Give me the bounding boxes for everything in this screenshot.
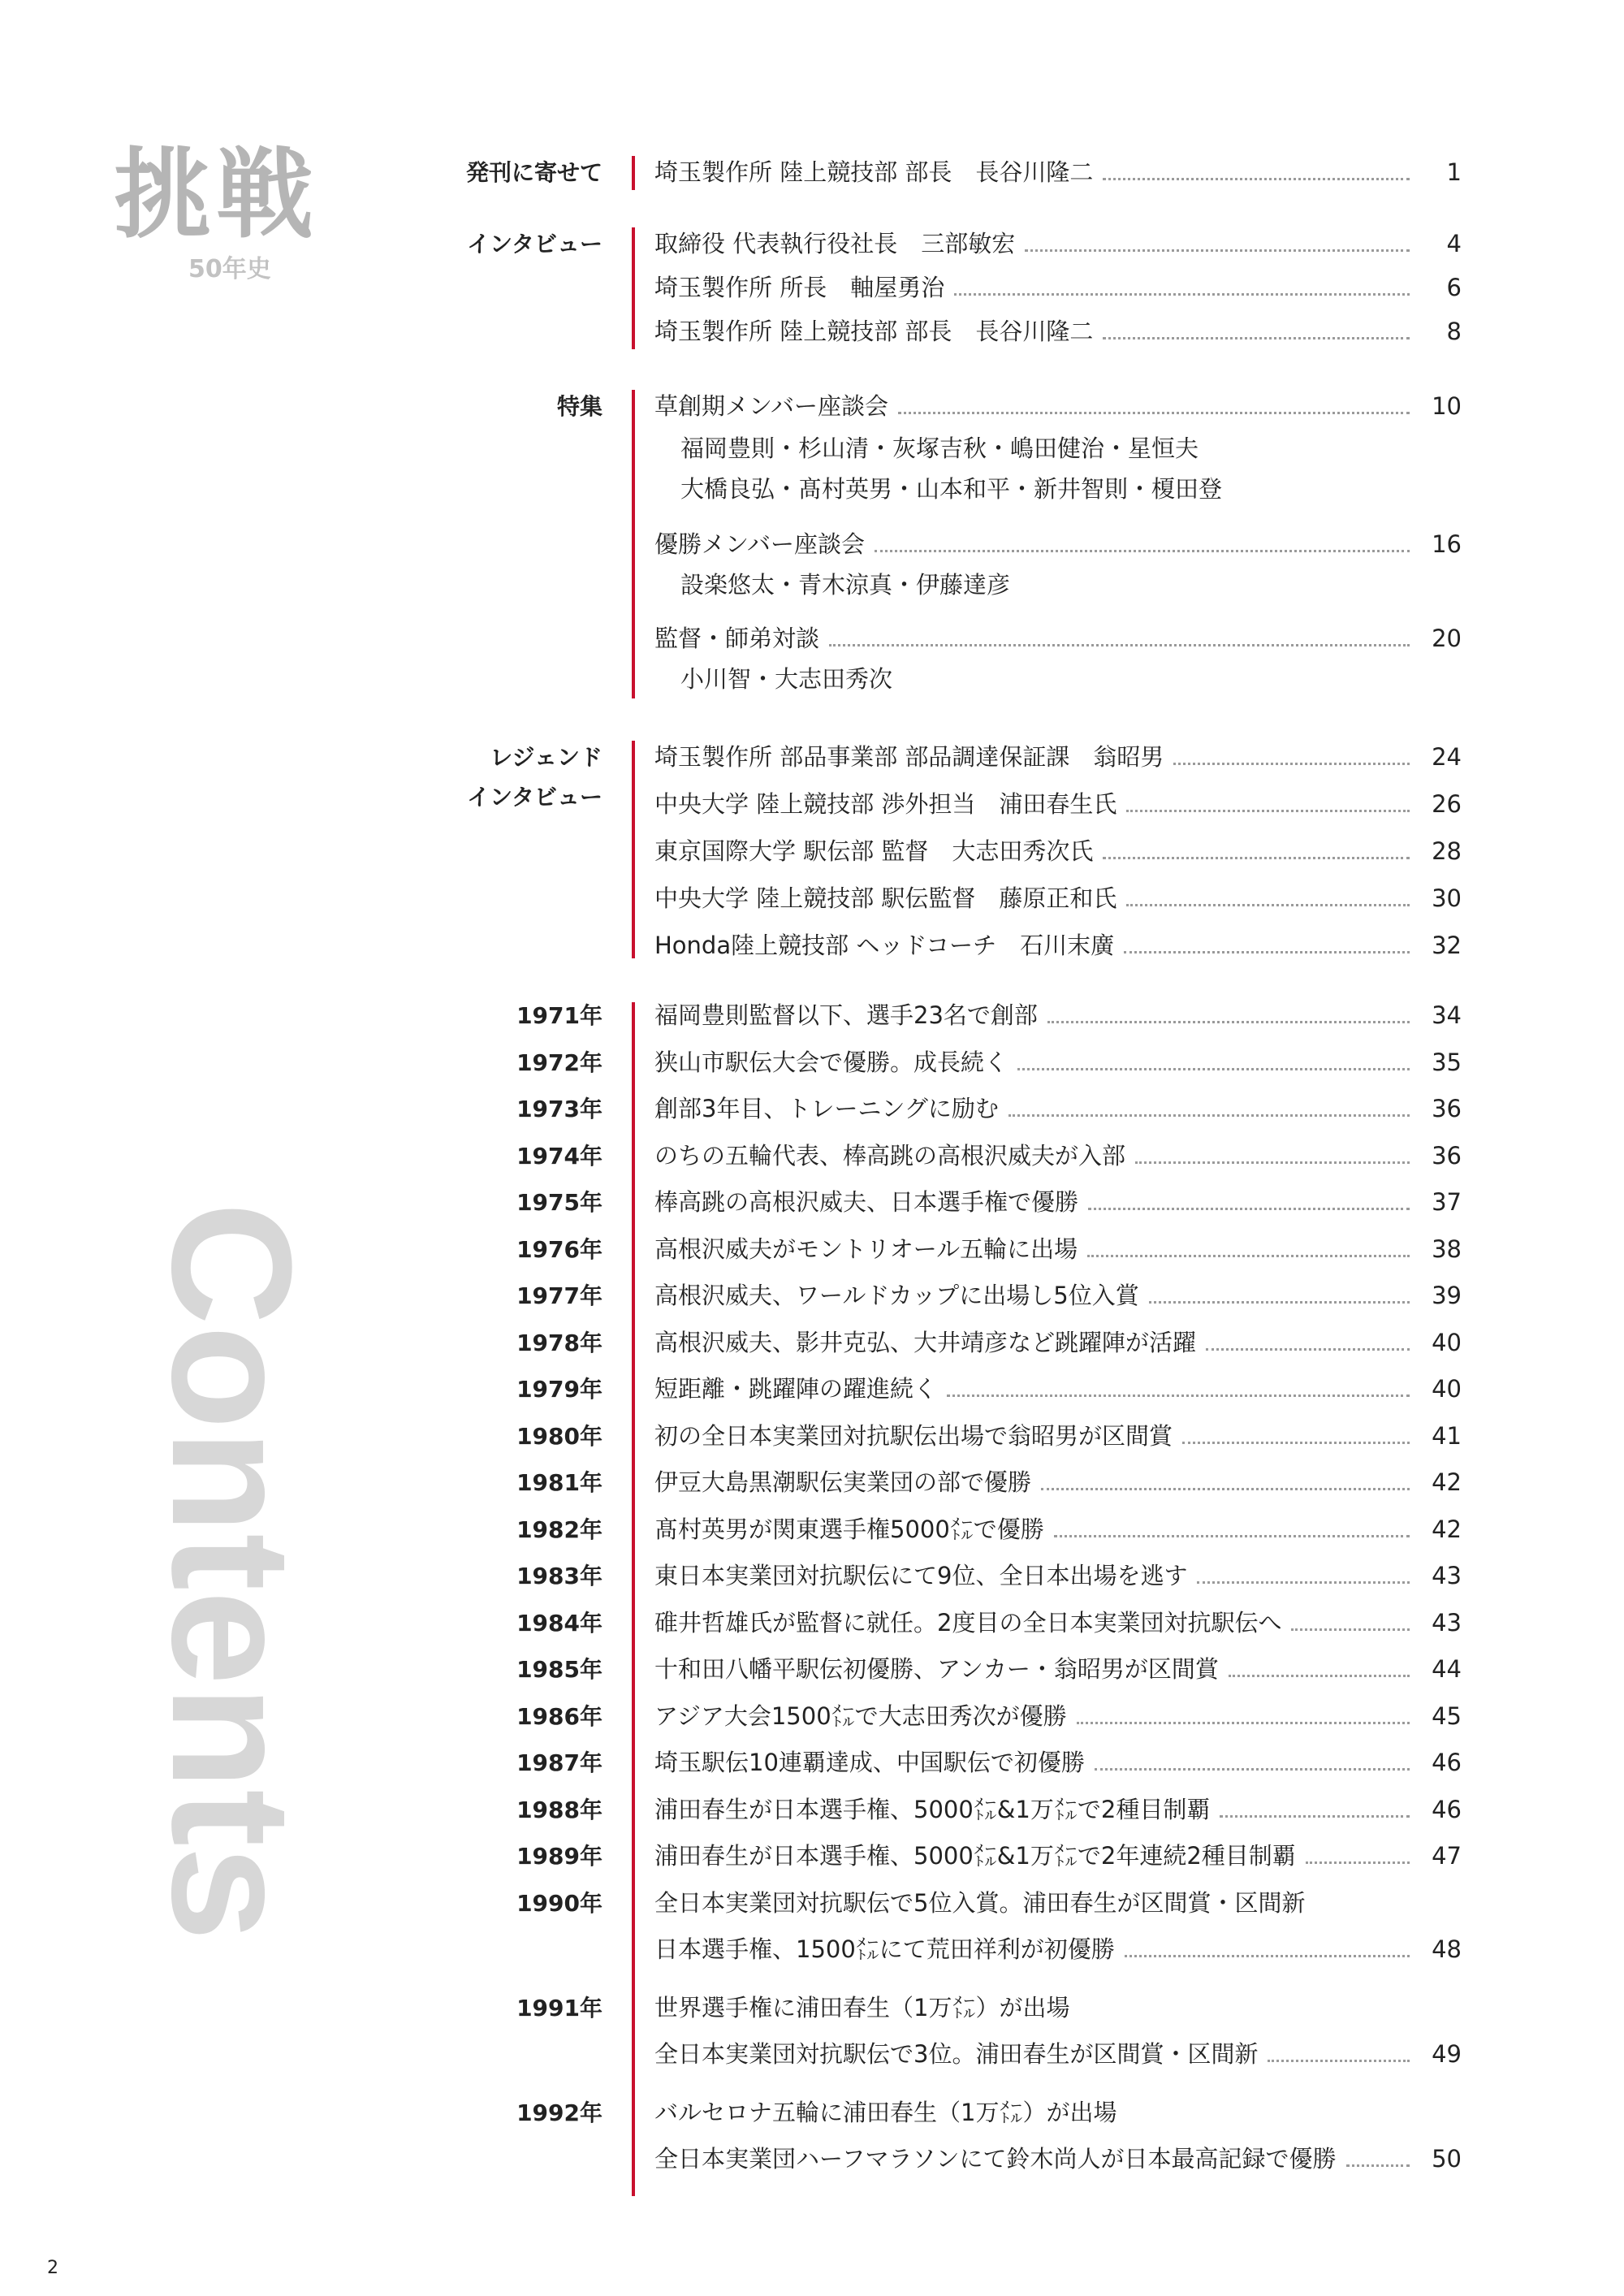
entry-title: 狭山市駅伝大会で優勝。成長続く bbox=[654, 1048, 1009, 1076]
history-year: 1980年 bbox=[516, 1422, 603, 1450]
page-number: 2 bbox=[47, 2258, 58, 2278]
history-year: 1974年 bbox=[516, 1142, 603, 1170]
entry-page-number: 42 bbox=[1432, 1468, 1462, 1496]
toc-entry[interactable] bbox=[654, 2096, 1462, 2129]
leader-dots bbox=[1124, 951, 1410, 953]
entry-page-number: 37 bbox=[1432, 1188, 1462, 1216]
entry-title: 優勝メンバー座談会 bbox=[654, 530, 865, 558]
entry-title: 取締役 代表執行役社長 三部敏宏 bbox=[654, 230, 1016, 257]
history-year: 1984年 bbox=[516, 1609, 603, 1637]
toc-entry[interactable] bbox=[654, 622, 1462, 655]
entry-page-number: 35 bbox=[1432, 1048, 1462, 1076]
history-year: 1989年 bbox=[516, 1843, 603, 1870]
section-label-line: レジェンド bbox=[490, 744, 603, 771]
leader-dots bbox=[1077, 1722, 1410, 1724]
history-year: 1977年 bbox=[516, 1282, 603, 1309]
entry-page-number: 38 bbox=[1432, 1234, 1462, 1263]
section-label bbox=[467, 737, 603, 817]
toc-entry[interactable] bbox=[654, 1653, 1462, 1685]
entry-title: アジア大会1500㍍で大志田秀次が優勝 bbox=[654, 1701, 1067, 1730]
entry-title: 全日本実業団対抗駅伝で3位。浦田春生が区間賞・区間新 bbox=[654, 2040, 1259, 2068]
toc-entry[interactable] bbox=[654, 1991, 1462, 2024]
toc-entry[interactable] bbox=[654, 1373, 1462, 1405]
leader-dots bbox=[829, 644, 1410, 646]
toc-entry[interactable] bbox=[654, 1700, 1462, 1732]
entry-title: 草創期メンバー座談会 bbox=[654, 392, 888, 420]
toc-entry[interactable] bbox=[654, 1279, 1462, 1312]
entry-page-number: 50 bbox=[1432, 2145, 1462, 2173]
leader-dots bbox=[1306, 1861, 1410, 1864]
toc-entry[interactable] bbox=[654, 788, 1462, 820]
entry-page-number: 10 bbox=[1432, 392, 1462, 420]
entry-title: 伊豆大島黒潮駅伝実業団の部で優勝 bbox=[654, 1468, 1032, 1496]
entry-title: 浦田春生が日本選手権、5000㍍&1万㍍で2年連続2種目制覇 bbox=[654, 1842, 1296, 1870]
entry-page-number: 8 bbox=[1446, 318, 1462, 345]
toc-entry[interactable] bbox=[654, 390, 1462, 422]
leader-dots bbox=[1126, 904, 1410, 906]
entry-page-number: 47 bbox=[1432, 1842, 1462, 1870]
entry-page-number: 20 bbox=[1432, 625, 1462, 652]
entry-participants: 福岡豊則・杉山清・灰塚吉秋・嶋田健治・星恒夫 bbox=[680, 435, 1199, 462]
entry-title: 高根沢威夫、ワールドカップに出場し5位入賞 bbox=[654, 1282, 1139, 1309]
toc-entry[interactable] bbox=[654, 1186, 1462, 1218]
leader-dots bbox=[1229, 1675, 1410, 1677]
leader-dots bbox=[1197, 1581, 1410, 1584]
toc-entry[interactable] bbox=[654, 835, 1462, 867]
history-year: 1992年 bbox=[516, 2099, 603, 2126]
entry-title: 十和田八幡平駅伝初優勝、アンカー・翁昭男が区間賞 bbox=[654, 1655, 1219, 1683]
entry-page-number: 16 bbox=[1432, 530, 1462, 558]
toc-entry[interactable] bbox=[654, 1793, 1462, 1826]
toc-entry[interactable] bbox=[654, 1513, 1462, 1546]
entry-page-number: 44 bbox=[1432, 1655, 1462, 1683]
toc-entry[interactable] bbox=[654, 2038, 1462, 2070]
entry-title: 短距離・跳躍陣の躍進続く bbox=[654, 1375, 938, 1403]
entry-page-number: 34 bbox=[1432, 1001, 1462, 1029]
toc-entry[interactable] bbox=[654, 1139, 1462, 1172]
leader-dots bbox=[1095, 1768, 1410, 1771]
leader-dots bbox=[1125, 1955, 1410, 1957]
entry-page-number: 32 bbox=[1432, 932, 1462, 959]
entry-page-number: 1 bbox=[1446, 158, 1462, 186]
entry-title: 福岡豊則監督以下、選手23名で創部 bbox=[654, 1001, 1038, 1029]
leader-dots bbox=[1103, 857, 1410, 859]
toc-entry[interactable] bbox=[654, 227, 1462, 260]
section-label-line: インタビュー bbox=[467, 784, 603, 811]
section-divider bbox=[632, 390, 635, 698]
entry-title: 中央大学 陸上競技部 渉外担当 浦田春生氏 bbox=[654, 790, 1117, 818]
entry-page-number: 49 bbox=[1432, 2040, 1462, 2068]
entry-page-number: 40 bbox=[1432, 1375, 1462, 1403]
entry-title: 浦田春生が日本選手権、5000㍍&1万㍍で2種目制覇 bbox=[654, 1795, 1211, 1823]
leader-dots bbox=[1291, 1628, 1410, 1631]
toc-entry[interactable] bbox=[654, 528, 1462, 560]
history-year: 1991年 bbox=[516, 1994, 603, 2021]
toc-entry[interactable] bbox=[654, 1559, 1462, 1592]
entry-title: 埼玉製作所 所長 軸屋勇治 bbox=[654, 274, 945, 301]
leader-dots bbox=[1103, 178, 1410, 180]
toc-entry[interactable] bbox=[654, 156, 1462, 188]
history-year: 1990年 bbox=[516, 1889, 603, 1917]
entry-title: 埼玉製作所 部品事業部 部品調達保証課 翁昭男 bbox=[654, 743, 1164, 771]
book-subtitle: 50年史 bbox=[188, 255, 271, 283]
section-label: 発刊に寄せて bbox=[465, 159, 603, 186]
toc-entry[interactable] bbox=[654, 1606, 1462, 1639]
toc-entry[interactable] bbox=[654, 1326, 1462, 1359]
history-year: 1971年 bbox=[516, 1002, 603, 1029]
history-year: 1988年 bbox=[516, 1796, 603, 1823]
leader-dots bbox=[1088, 1208, 1410, 1210]
leader-dots bbox=[1206, 1348, 1410, 1351]
history-year: 1978年 bbox=[516, 1329, 603, 1356]
entry-title: Honda陸上競技部 ヘッドコーチ 石川末廣 bbox=[654, 932, 1115, 959]
entry-title: 監督・師弟対談 bbox=[654, 625, 820, 652]
leader-dots bbox=[1054, 1535, 1410, 1537]
entry-title: 東京国際大学 駅伝部 監督 大志田秀次氏 bbox=[654, 837, 1094, 865]
entry-title: 高根沢威夫がモントリオール五輪に出場 bbox=[654, 1234, 1078, 1263]
entry-title: バルセロナ五輪に浦田春生（1万㍍）が出場 bbox=[654, 2098, 1117, 2126]
entry-title: のちの五輪代表、棒高跳の高根沢威夫が入部 bbox=[654, 1141, 1126, 1170]
entry-page-number: 26 bbox=[1432, 790, 1462, 818]
leader-dots bbox=[1220, 1815, 1410, 1818]
history-year: 1973年 bbox=[516, 1096, 603, 1122]
entry-page-number: 42 bbox=[1432, 1515, 1462, 1543]
toc-entry[interactable] bbox=[654, 1046, 1462, 1079]
entry-page-number: 46 bbox=[1432, 1795, 1462, 1823]
section-divider bbox=[632, 156, 635, 190]
entry-title: 髙村英男が関東選手権5000㍍で優勝 bbox=[654, 1515, 1044, 1543]
entry-page-number: 24 bbox=[1432, 743, 1462, 771]
leader-dots bbox=[1149, 1301, 1410, 1304]
toc-entry[interactable] bbox=[654, 1233, 1462, 1265]
leader-dots bbox=[947, 1394, 1410, 1397]
entry-page-number: 45 bbox=[1432, 1701, 1462, 1730]
leader-dots bbox=[1087, 1255, 1410, 1257]
history-year: 1976年 bbox=[516, 1235, 603, 1263]
entry-page-number: 46 bbox=[1432, 1749, 1462, 1776]
leader-dots bbox=[1135, 1161, 1410, 1164]
leader-dots bbox=[875, 550, 1410, 552]
toc-entry[interactable] bbox=[654, 1466, 1462, 1498]
entry-participants: 大橋良弘・髙村英男・山本和平・新井智則・榎田登 bbox=[680, 475, 1223, 503]
toc-entry[interactable] bbox=[654, 2143, 1462, 2175]
leader-dots bbox=[1173, 763, 1410, 765]
entry-page-number: 28 bbox=[1432, 837, 1462, 865]
leader-dots bbox=[1047, 1021, 1410, 1023]
entry-title: 全日本実業団対抗駅伝で5位入賞。浦田春生が区間賞・区間新 bbox=[654, 1888, 1306, 1917]
entry-page-number: 4 bbox=[1446, 230, 1462, 257]
book-title: 挑戦 bbox=[114, 137, 318, 252]
toc-entry[interactable] bbox=[654, 271, 1462, 304]
entry-title: 日本選手権、1500㍍にて荒田祥利が初優勝 bbox=[654, 1935, 1115, 1963]
entry-title: 高根沢威夫、影井克弘、大井靖彦など跳躍陣が活躍 bbox=[654, 1328, 1197, 1356]
leader-dots bbox=[1103, 337, 1410, 339]
entry-title: 埼玉製作所 陸上競技部 部長 長谷川隆二 bbox=[654, 158, 1094, 186]
history-year: 1975年 bbox=[516, 1189, 603, 1216]
entry-page-number: 6 bbox=[1446, 274, 1462, 301]
toc-entry[interactable] bbox=[654, 741, 1462, 773]
entry-page-number: 40 bbox=[1432, 1328, 1462, 1356]
entry-title: 全日本実業団ハーフマラソンにて鈴木尚人が日本最高記録で優勝 bbox=[654, 2145, 1337, 2173]
history-year: 1987年 bbox=[516, 1749, 603, 1776]
leader-dots bbox=[1182, 1442, 1410, 1444]
entry-page-number: 48 bbox=[1432, 1935, 1462, 1963]
history-year: 1986年 bbox=[516, 1702, 603, 1730]
toc-entry[interactable] bbox=[654, 1420, 1462, 1452]
history-year: 1981年 bbox=[516, 1469, 603, 1496]
entry-page-number: 36 bbox=[1432, 1141, 1462, 1170]
toc-entry[interactable] bbox=[654, 1840, 1462, 1872]
leader-dots bbox=[954, 293, 1410, 296]
leader-dots bbox=[1268, 2060, 1410, 2062]
leader-dots bbox=[1126, 810, 1410, 812]
history-year: 1985年 bbox=[516, 1656, 603, 1683]
toc-entry[interactable] bbox=[654, 1933, 1462, 1965]
history-year: 1972年 bbox=[516, 1049, 603, 1076]
section-label: インタビュー bbox=[467, 231, 603, 257]
section-divider bbox=[632, 227, 635, 349]
entry-title: 埼玉製作所 陸上競技部 部長 長谷川隆二 bbox=[654, 318, 1094, 345]
section-label: 特集 bbox=[556, 393, 603, 420]
entry-page-number: 30 bbox=[1432, 884, 1462, 912]
history-year: 1983年 bbox=[516, 1563, 603, 1589]
leader-dots bbox=[1346, 2164, 1410, 2167]
entry-title: 棒高跳の高根沢威夫、日本選手権で優勝 bbox=[654, 1188, 1079, 1216]
entry-participants: 設楽悠太・青木涼真・伊藤達彦 bbox=[680, 571, 1011, 599]
book-title-block bbox=[114, 137, 374, 284]
entry-title: 世界選手権に浦田春生（1万㍍）が出場 bbox=[654, 1993, 1070, 2021]
leader-dots bbox=[1025, 249, 1410, 252]
toc-entry[interactable] bbox=[654, 315, 1462, 348]
history-year: 1982年 bbox=[516, 1516, 603, 1543]
entry-page-number: 41 bbox=[1432, 1421, 1462, 1450]
entry-participants: 小川智・大志田秀次 bbox=[680, 665, 893, 693]
entry-page-number: 43 bbox=[1432, 1562, 1462, 1589]
entry-title: 埼玉駅伝10連覇達成、中国駅伝で初優勝 bbox=[654, 1749, 1085, 1776]
entry-page-number: 36 bbox=[1432, 1095, 1462, 1122]
entry-title: 創部3年目、トレーニングに励む bbox=[654, 1095, 999, 1122]
toc-entry[interactable] bbox=[654, 1092, 1462, 1125]
section-divider bbox=[632, 741, 635, 958]
entry-title: 東日本実業団対抗駅伝にて9位、全日本出場を逃す bbox=[654, 1562, 1188, 1589]
leader-dots bbox=[1041, 1488, 1410, 1490]
toc-entry[interactable] bbox=[654, 882, 1462, 915]
entry-page-number: 43 bbox=[1432, 1608, 1462, 1637]
toc-entry[interactable] bbox=[654, 1887, 1462, 1919]
leader-dots bbox=[1009, 1114, 1410, 1117]
entry-page-number: 39 bbox=[1432, 1282, 1462, 1309]
toc-entry[interactable] bbox=[654, 1746, 1462, 1779]
contents-vertical-heading: Contents bbox=[136, 1202, 327, 1941]
history-year: 1979年 bbox=[516, 1376, 603, 1403]
entry-title: 中央大学 陸上競技部 駅伝監督 藤原正和氏 bbox=[654, 884, 1117, 912]
leader-dots bbox=[1017, 1068, 1410, 1070]
entry-title: 初の全日本実業団対抗駅伝出場で翁昭男が区間賞 bbox=[654, 1421, 1173, 1450]
toc-entry[interactable] bbox=[654, 929, 1462, 962]
toc-entry[interactable] bbox=[654, 999, 1462, 1031]
entry-title: 碓井哲雄氏が監督に就任。2度目の全日本実業団対抗駅伝へ bbox=[654, 1608, 1282, 1637]
leader-dots bbox=[898, 412, 1410, 414]
section-divider bbox=[632, 1002, 635, 2196]
